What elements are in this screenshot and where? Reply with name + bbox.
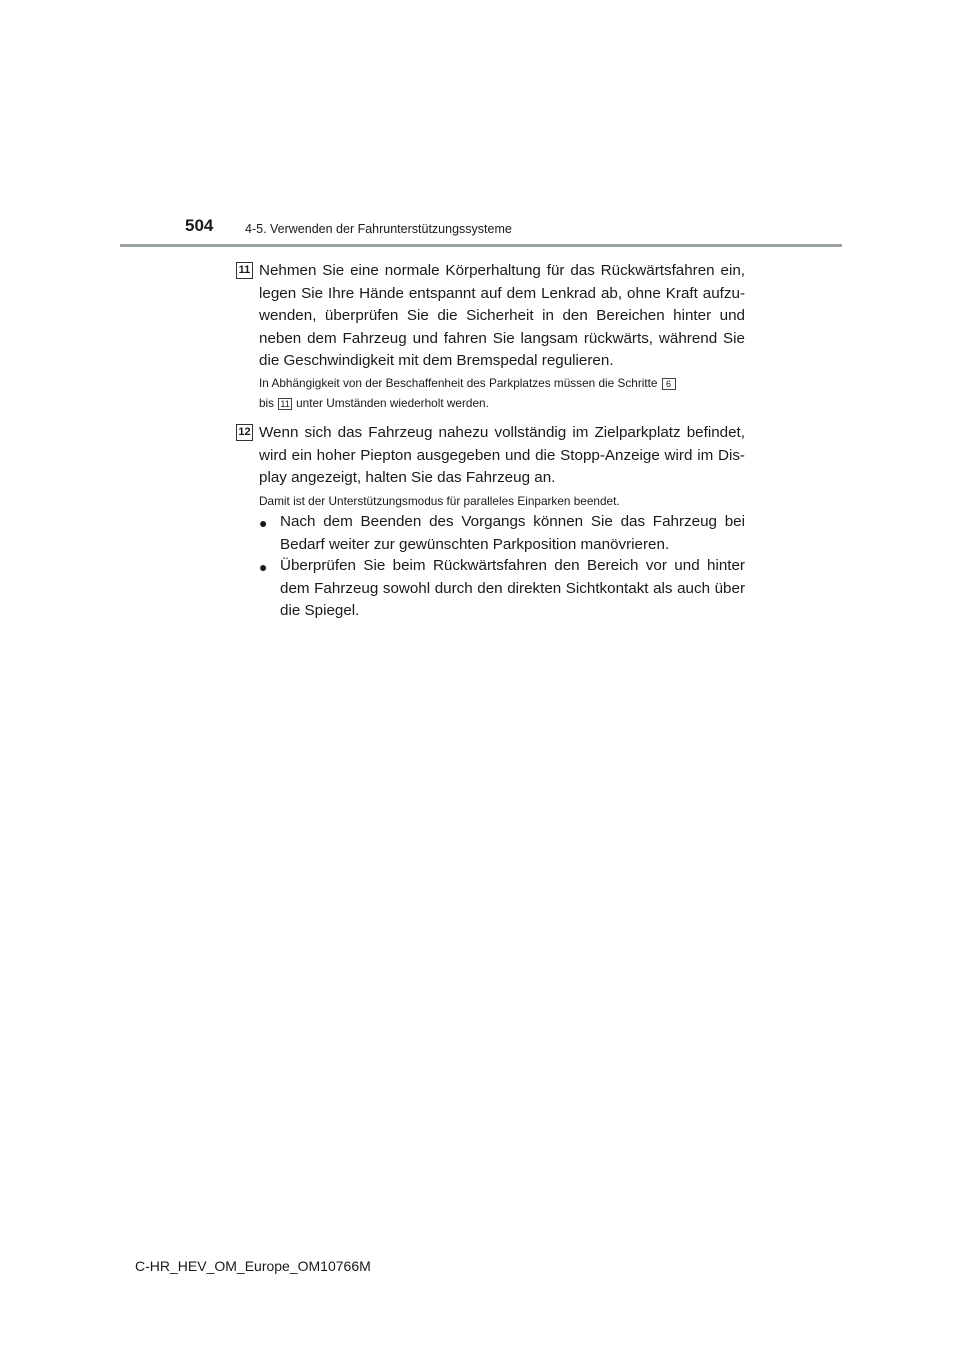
note-text: unter Umständen wiederholt werden. — [296, 396, 489, 410]
document-footer: C-HR_HEV_OM_Europe_OM10766M — [135, 1258, 371, 1274]
section-title: 4-5. Verwenden der Fahrunterstützungssysteme — [245, 222, 512, 236]
header-divider — [120, 244, 842, 247]
page-number: 504 — [185, 216, 214, 235]
step-number-badge: 11 — [236, 262, 253, 279]
bullet-marker: ● — [259, 515, 268, 531]
step-number-badge: 12 — [236, 424, 253, 441]
note-text: bis — [259, 396, 275, 410]
step-reference-badge: 6 — [662, 378, 676, 390]
step-note — [259, 373, 745, 413]
step-instruction: Nehmen Sie eine normale Körperhaltung für das Rückwärtsfahren ein, legen Sie Ihre Hände entspannt auf dem Lenkrad ab, ohne Kraft aufzu-wenden, überprüfen Sie die Sicherheit in den Bereichen hinter und neben dem Fahrzeug und fahren Sie langsam rückwärts, während Sie die Geschwindigkeit mit dem Bremspedal regulieren. — [259, 262, 745, 370]
step-reference-badge: 11 — [278, 398, 292, 410]
step-note: Damit ist der Unterstützungsmodus für paralleles Einparken beendet. — [259, 494, 620, 508]
note-text: In Abhängigkeit von der Beschaffenheit des Parkplatzes müssen die Schritte — [259, 376, 658, 390]
bullet-item: Nach dem Beenden des Vorgangs können Sie das Fahrzeug bei Bedarf weiter zur gewünschten Parkposition manövrieren. — [280, 513, 745, 553]
step-instruction: Wenn sich das Fahrzeug nahezu vollständig im Zielparkplatz befindet, wird ein hoher Piepton ausgegeben und die Stopp-Anzeige wird im Dis-play angezeigt, halten Sie das Fahrzeug an. — [259, 424, 745, 487]
bullet-marker: ● — [259, 559, 268, 575]
bullet-item: Überprüfen Sie beim Rückwärtsfahren den Bereich vor und hinter dem Fahrzeug sowohl durch den direkten Sichtkontakt als auch über die Spiegel. — [280, 557, 745, 620]
